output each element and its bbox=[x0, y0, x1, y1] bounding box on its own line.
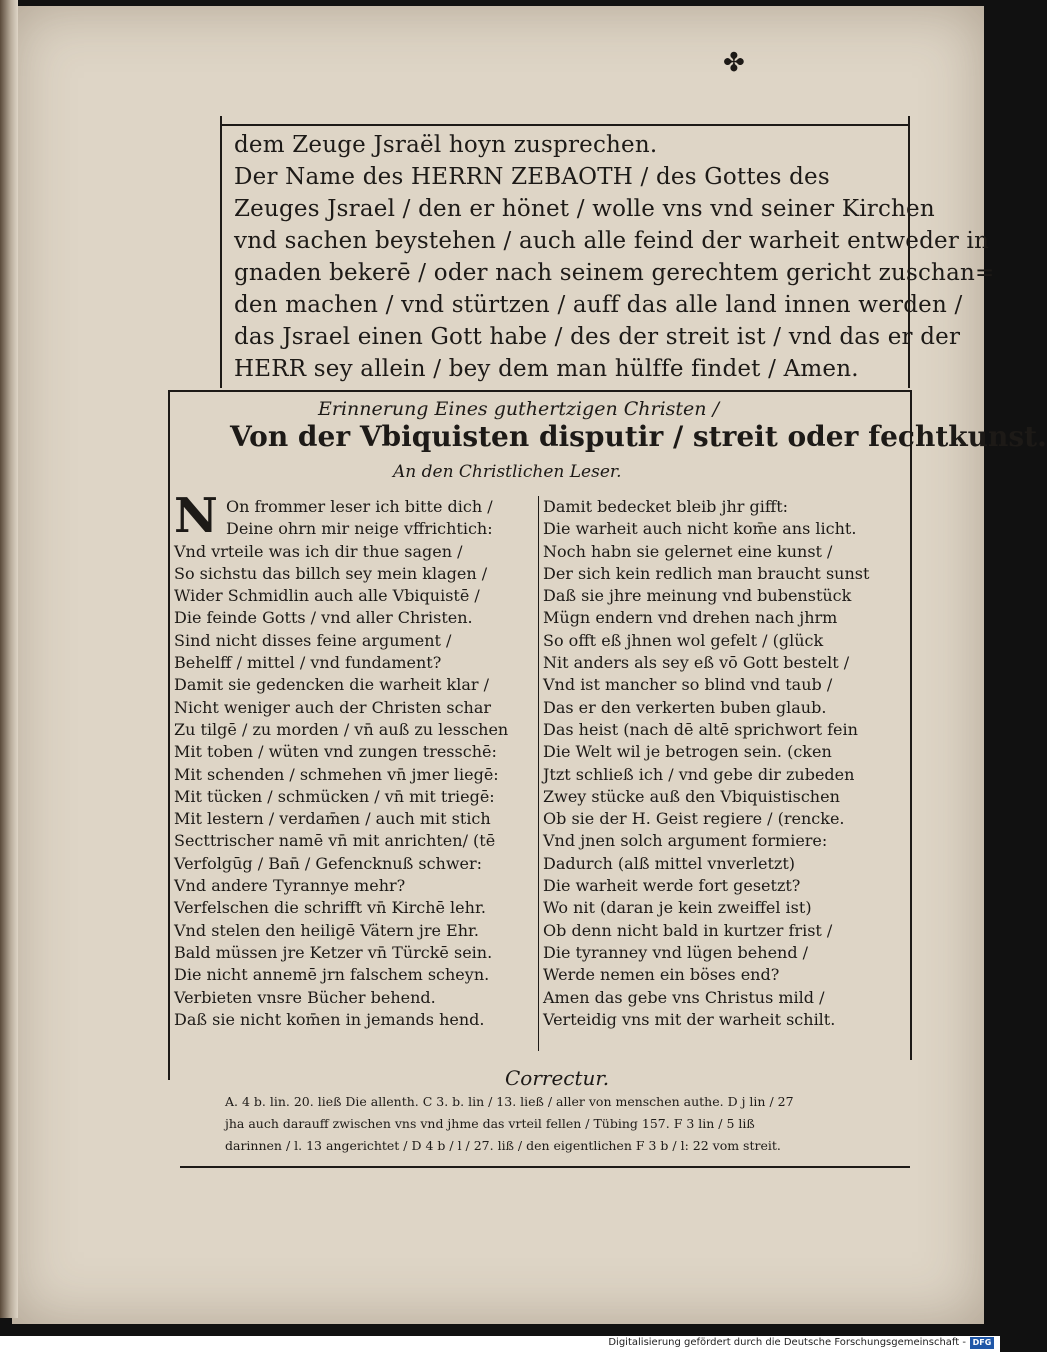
verse-line: Die nicht annemē jrn falschem scheyn. bbox=[174, 965, 490, 985]
verse-line: Dadurch (alß mittel vnverletzt) bbox=[543, 853, 796, 873]
verse-line: Mit lestern / verdam̄en / auch mit stich bbox=[174, 809, 491, 829]
verse-line: Verbieten vnsre Bücher behend. bbox=[174, 987, 436, 1007]
dfg-logo: DFG bbox=[970, 1337, 994, 1349]
poem-top-rule bbox=[168, 390, 912, 392]
verse-line: Behelff / mittel / vnd fundament? bbox=[174, 653, 442, 673]
correctur-title: Correctur. bbox=[505, 1066, 610, 1090]
verse-line: Noch habn sie gelernet eine kunst / bbox=[543, 541, 833, 561]
page-binding-edge bbox=[0, 0, 18, 1318]
top-line: Der Name des HERRN ZEBAOTH / des Gottes des bbox=[234, 164, 830, 190]
verse-line: Mügn endern vnd drehen nach jhrm bbox=[543, 608, 838, 628]
verse-line: Zu tilgē / zu morden / vn̄ auß zu lesschen bbox=[174, 719, 509, 739]
top-line: gnaden bekerē / oder nach seinem gerechtem gericht zuschan= bbox=[234, 260, 995, 286]
top-text-block bbox=[220, 116, 995, 388]
poem-right-rule bbox=[910, 390, 912, 1060]
verse-line: Sind nicht disses feine argument / bbox=[174, 630, 452, 650]
verse-line: Die feinde Gotts / vnd aller Christen. bbox=[174, 608, 473, 628]
verse-line: Wo nit (daran je kein zweiffel ist) bbox=[543, 898, 812, 918]
verse-line: Amen das gebe vns Christus mild / bbox=[543, 987, 825, 1007]
footer-credit: Digitalisierung gefördert durch die Deutsche Forschungsgemeinschaft - bbox=[608, 1337, 966, 1348]
verse-line: Damit sie gedencken die warheit klar / bbox=[174, 675, 489, 695]
verse-line: Bald müssen jre Ketzer vn̄ Türckē sein. bbox=[174, 942, 493, 962]
poem-block bbox=[168, 390, 1047, 1080]
verse-line: Vnd andere Tyrannye mehr? bbox=[174, 876, 406, 896]
verse-line: Secttrischer namē vn̄ mit anrichten/ (tē bbox=[174, 831, 496, 851]
correctur-line: jha auch darauff zwischen vns vnd jhme das vrteil fellen / Tübing 157. F 3 lin / 5 liß bbox=[225, 1116, 755, 1131]
verse-line: So offt eß jhnen wol gefelt / (glück bbox=[543, 630, 824, 650]
printer-ornament: ✤ bbox=[723, 48, 745, 78]
top-line: das Jsrael einen Gott habe / des der streit ist / vnd das er der bbox=[234, 324, 961, 350]
poem-left-rule bbox=[168, 390, 170, 1080]
top-line: dem Zeuge Jsraël hoyn zusprechen. bbox=[234, 132, 658, 158]
verse-line: Das er den verkerten buben glaub. bbox=[543, 697, 827, 717]
poem-heading-small: Erinnerung Eines guthertzigen Christen / bbox=[318, 398, 719, 420]
correctur-line: darinnen / l. 13 angerichtet / D 4 b / l / 27. liß / den eigentlichen F 3 b / l: 22 vom streit. bbox=[225, 1138, 781, 1153]
verse-line: Mit schenden / schmehen vn̄ jmer liegē: bbox=[174, 764, 499, 784]
verse-line: So sichstu das billch sey mein klagen / bbox=[174, 563, 488, 583]
verse-line: Vnd ist mancher so blind vnd taub / bbox=[543, 675, 833, 695]
verse-line: Der sich kein redlich man braucht sunst bbox=[543, 563, 870, 583]
poem-heading-large: Von der Vbiquisten disputir / streit oder fechtkunst. bbox=[230, 420, 1047, 453]
verse-line: Mit toben / wüten vnd zungen tresschē: bbox=[174, 742, 497, 762]
verse-line: Verfelschen die schrifft vn̄ Kirchē lehr. bbox=[174, 898, 486, 918]
verse-line: Die Welt wil je betrogen sein. (cken bbox=[543, 742, 832, 762]
verse-line: Vnd vrteile was ich dir thue sagen / bbox=[174, 541, 463, 561]
verse-line: Die tyranney vnd lügen behend / bbox=[543, 942, 809, 962]
verse-line: Mit tücken / schmücken / vn̄ mit triegē: bbox=[174, 786, 495, 806]
verse-line: Vnd stelen den heiligē Vätern jre Ehr. bbox=[174, 920, 479, 940]
correctur-line: A. 4 b. lin. 20. ließ Die allenth. C 3. b. lin / 13. ließ / aller von menschen authe. D j lin / 27 bbox=[225, 1094, 794, 1109]
top-line: Zeuges Jsrael / den er hönet / wolle vns vnd seiner Kirchen bbox=[234, 196, 935, 222]
verse-line: Ob sie der H. Geist regiere / (rencke. bbox=[543, 809, 845, 829]
bottom-rule bbox=[180, 1166, 910, 1168]
top-line: den machen / vnd stürtzen / auff das alle land innen werden / bbox=[234, 292, 963, 318]
top-line: HERR sey allein / bey dem man hülffe findet / Amen. bbox=[234, 356, 859, 382]
drop-initial: N bbox=[174, 488, 218, 544]
verse-line: Jtzt schließ ich / vnd gebe dir zubeden bbox=[543, 764, 855, 784]
verse-line: Deine ohrn mir neige vffrichtich: bbox=[226, 519, 493, 539]
poem-left-column bbox=[174, 488, 536, 1031]
verse-line: Daß sie jhre meinung vnd bubenstück bbox=[543, 586, 852, 606]
top-rule bbox=[222, 124, 908, 126]
verse-line: Vnd jnen solch argument formiere: bbox=[543, 831, 828, 851]
verse-line: Die warheit werde fort gesetzt? bbox=[543, 876, 801, 896]
verse-line: Damit bedecket bleib jhr gifft: bbox=[543, 497, 789, 516]
verse-line: Die warheit auch nicht kom̄e ans licht. bbox=[543, 519, 857, 539]
verse-line: Wider Schmidlin auch alle Vbiquistē / bbox=[174, 586, 480, 606]
top-line: vnd sachen beystehen / auch alle feind der warheit entweder in bbox=[234, 228, 990, 254]
column-divider bbox=[538, 496, 539, 1051]
verse-line: Nit anders als sey eß vō Gott bestelt / bbox=[543, 653, 850, 673]
verse-line: Ob denn nicht bald in kurtzer frist / bbox=[543, 920, 833, 940]
verse-line: Zwey stücke auß den Vbiquistischen bbox=[543, 786, 840, 806]
verse-line: Das heist (nach dē altē sprichwort fein bbox=[543, 719, 858, 739]
verse-line: Verfolgūg / Ban̄ / Gefencknuß schwer: bbox=[174, 853, 483, 873]
verse-line: Werde nemen ein böses end? bbox=[543, 965, 780, 985]
poem-right-column bbox=[543, 496, 905, 1031]
poem-heading-sub: An den Christlichen Leser. bbox=[393, 462, 622, 482]
verse-line: Daß sie nicht kom̄en in jemands hend. bbox=[174, 1009, 485, 1029]
verse-line: Nicht weniger auch der Christen schar bbox=[174, 697, 492, 717]
verse-line: On frommer leser ich bitte dich / bbox=[226, 497, 493, 516]
verse-line: Verteidig vns mit der warheit schilt. bbox=[543, 1009, 836, 1029]
